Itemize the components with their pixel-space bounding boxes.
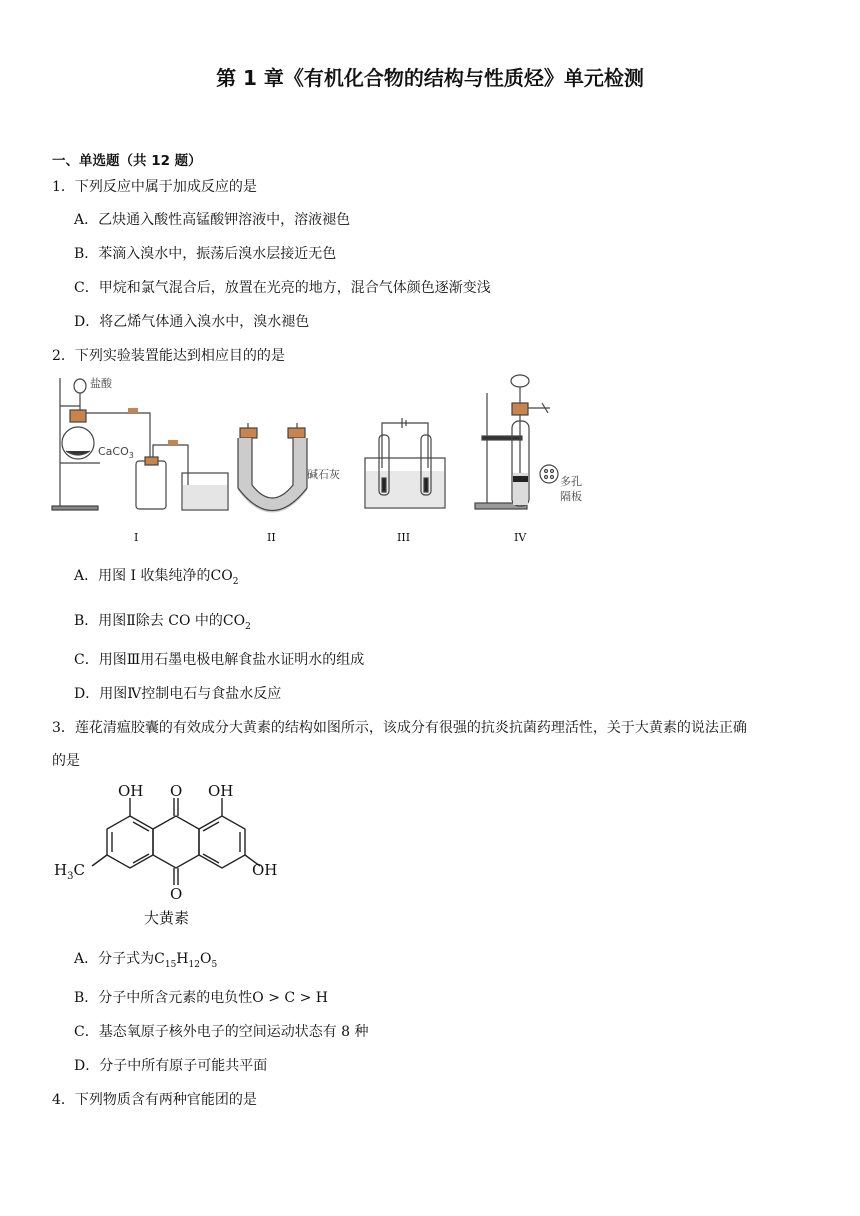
question-3-stem-line-2: 的是	[52, 753, 80, 769]
question-1-stem: 1．下列反应中属于加成反应的是	[52, 179, 257, 195]
q3-option-c: C．基态氧原子核外电子的空间运动状态有 8 种	[74, 1024, 369, 1040]
page-title: 第 1 章《有机化合物的结构与性质烃》单元检测	[216, 66, 644, 90]
q1-option-b: B．苯滴入溴水中，振荡后溴水层接近无色	[74, 246, 337, 262]
q2-option-c: C．用图Ⅲ用石墨电极电解食盐水证明水的组成	[74, 652, 365, 668]
apparatus-iii	[365, 418, 445, 508]
label-o-top: O	[170, 782, 183, 800]
q1-option-c: C．甲烷和氯气混合后，放置在光亮的地方，混合气体颜色逐渐变浅	[74, 280, 491, 296]
label-porous-2: 隔板	[560, 490, 582, 503]
question-4-stem: 4．下列物质含有两种官能团的是	[52, 1092, 257, 1108]
figure-label-iii: III	[397, 531, 411, 544]
label-caco3: CaCO$_3$	[98, 445, 134, 460]
q2-option-a: A．用图 I 收集纯净的$CO_2$	[74, 568, 239, 587]
section-heading: 一、单选题（共 12 题）	[52, 153, 202, 169]
label-h3c: $H_3C$	[54, 861, 85, 882]
q1-option-a: A．乙炔通入酸性高锰酸钾溶液中，溶液褪色	[74, 212, 351, 228]
label-porous-1: 多孔	[560, 475, 582, 488]
emodin-structure	[50, 778, 290, 928]
figure-label-iv: IV	[514, 531, 527, 544]
question-3-stem-line-1: 3．莲花清瘟胶囊的有效成分大黄素的结构如图所示，该成分有很强的抗炎抗菌药理活性，关于大黄素的说法正确	[52, 720, 747, 736]
label-oh-top-right: OH	[208, 782, 234, 800]
label-oh-top-left: OH	[118, 782, 144, 800]
apparatus-iv	[475, 375, 558, 509]
apparatus-figure	[50, 373, 590, 523]
label-o-bottom: O	[170, 885, 183, 903]
q3-option-d: D．分子中所有原子可能共平面	[74, 1058, 268, 1074]
question-2-stem: 2．下列实验装置能达到相应目的的是	[52, 348, 285, 364]
label-oh-right: OH	[252, 861, 278, 879]
label-compound-name: 大黄素	[144, 909, 190, 927]
apparatus-i	[52, 378, 228, 510]
q1-option-d: D．将乙烯气体通入溴水中，溴水褪色	[74, 314, 310, 330]
apparatus-ii	[238, 423, 307, 511]
label-soda-lime: 碱石灰	[307, 468, 340, 481]
figure-label-ii: II	[267, 531, 276, 544]
q2-option-b: B．用图Ⅱ除去 CO 中的$CO_2$	[74, 613, 251, 632]
q3-option-b: B．分子中所含元素的电负性O > C > H	[74, 990, 328, 1006]
q2-option-d: D．用图Ⅳ控制电石与食盐水反应	[74, 686, 282, 702]
figure-label-i: I	[134, 531, 139, 544]
label-hcl: 盐酸	[90, 377, 112, 390]
q3-option-a: A．分子式为$C_{15}H_{12}O_5$	[74, 951, 218, 970]
